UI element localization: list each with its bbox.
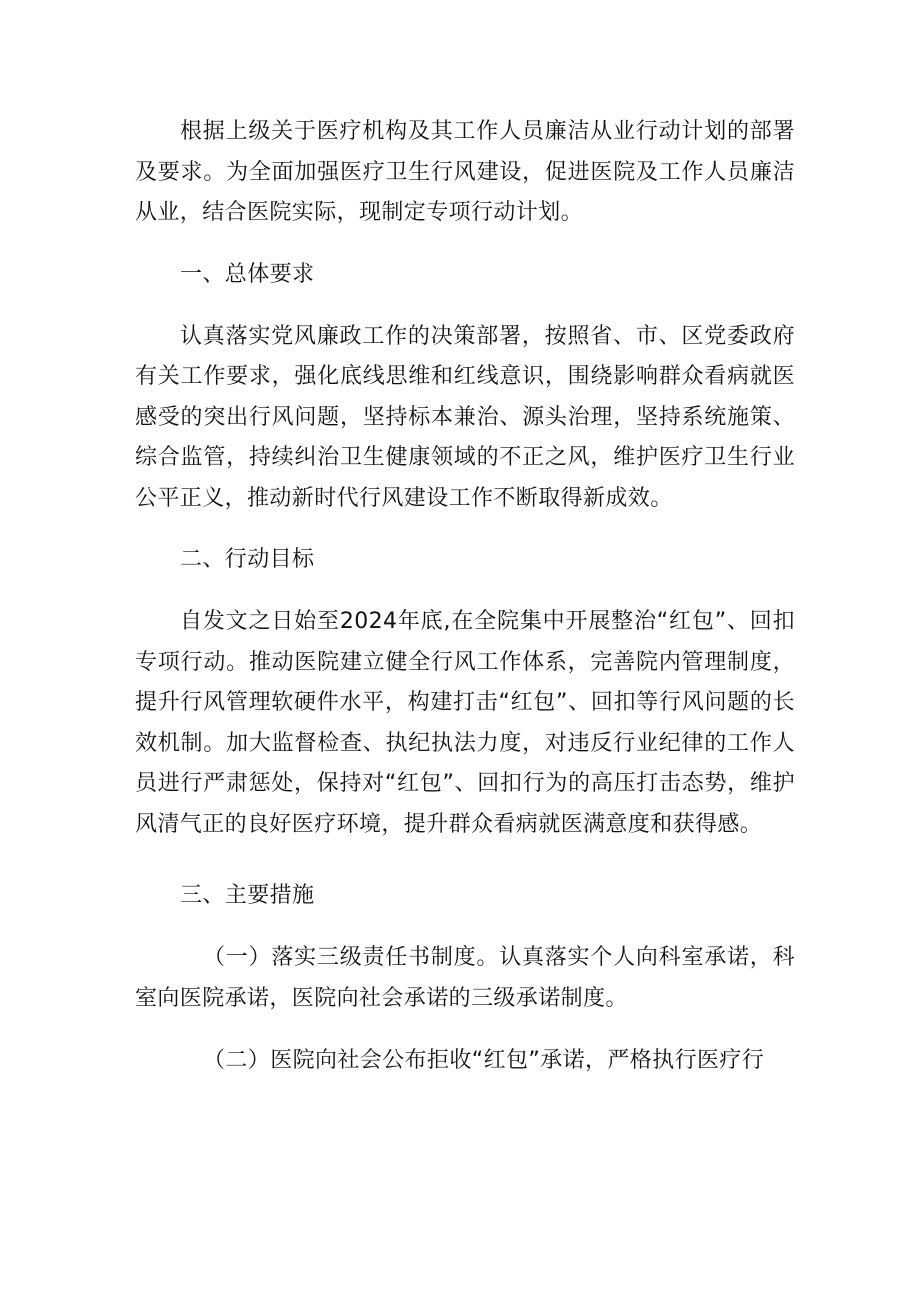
document-body <box>135 112 795 1082</box>
section-1-paragraph: 认真落实党风廉政工作的决策部署，按照省、市、区党委政府有关工作要求，强化底线思维和红线意识，围绕影响群众看病就医感受的突出行风问题，坚持标本兼治、源头治理，坚持系统施策、综合监管，持续纠治卫生健康领域的不正之风，维护医疗卫生行业公平正义，推动新时代行风建设工作不断取得新成效。 <box>135 323 795 511</box>
section-3-heading: 三、主要措施 <box>180 883 315 908</box>
section-1-heading: 一、总体要求 <box>180 261 315 287</box>
measure-item-1: （一）落实三级责任书制度。认真落实个人向科室承诺，科室向医院承诺，医院向社会承诺的三级承诺制度。 <box>135 945 795 1011</box>
section-2-paragraph: 自发文之日始至2024年底,在全院集中开展整治“红包”、回扣专项行动。推动医院建立健全行风工作体系，完善院内管理制度，提升行风管理软硬件水平，构建打击“红包”、回扣等行风问题的长效机制。加大监督检查、执纪执法力度，对违反行业纪律的工作人员进行严肃惩处，保持对“红包”、回扣行为的高压打击态势，维护风清气正的良好医疗环境，提升群众看病就医满意度和获得感。 <box>135 609 795 837</box>
measure-item-2: （二）医院向社会公布拒收“红包”承诺，严格执行医疗行 <box>203 1048 765 1073</box>
section-2-heading: 二、行动目标 <box>180 547 315 572</box>
intro-paragraph: 根据上级关于医疗机构及其工作人员廉洁从业行动计划的部署及要求。为全面加强医疗卫生行风建设，促进医院及工作人员廉洁从业，结合医院实际，现制定专项行动计划。 <box>135 119 795 225</box>
